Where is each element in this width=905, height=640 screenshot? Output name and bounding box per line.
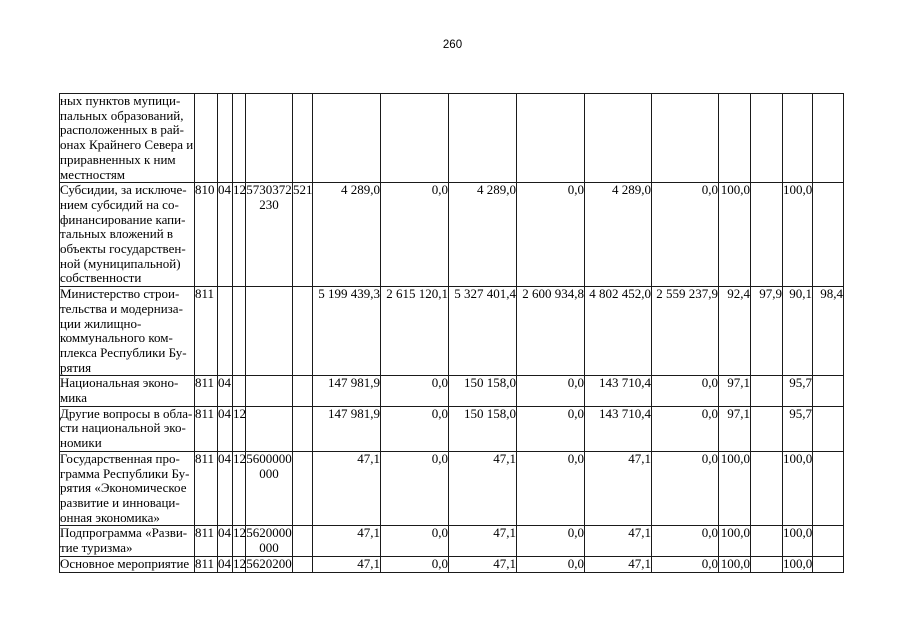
amount-cell: 143 710,4 — [585, 406, 652, 451]
amount-cell — [313, 94, 381, 183]
percent-cell — [813, 376, 844, 406]
subsection-code-cell: 12 — [233, 183, 246, 287]
amount-cell: 47,1 — [585, 451, 652, 526]
percent-cell — [751, 526, 783, 556]
table-row — [60, 451, 844, 526]
subsection-code-cell: 12 — [233, 526, 246, 556]
row-name-cell: Подпрограмма «Разви- тие туризма» — [60, 526, 195, 556]
amount-cell — [449, 94, 517, 183]
amount-cell: 2 600 934,8 — [517, 287, 585, 376]
expense-type-cell — [293, 526, 313, 556]
section-code-cell: 04 — [218, 406, 233, 451]
percent-cell: 100,0 — [783, 183, 813, 287]
percent-cell: 97,1 — [719, 406, 751, 451]
percent-cell: 90,1 — [783, 287, 813, 376]
target-article-cell: 5600000 000 — [246, 451, 293, 526]
section-code-cell: 04 — [218, 451, 233, 526]
percent-cell: 92,4 — [719, 287, 751, 376]
section-code-cell: 04 — [218, 183, 233, 287]
percent-cell: 95,7 — [783, 376, 813, 406]
percent-cell — [719, 94, 751, 183]
expense-type-cell — [293, 287, 313, 376]
percent-cell: 95,7 — [783, 406, 813, 451]
percent-cell — [751, 556, 783, 572]
percent-cell: 98,4 — [813, 287, 844, 376]
section-code-cell — [218, 287, 233, 376]
amount-cell: 150 158,0 — [449, 376, 517, 406]
amount-cell: 4 289,0 — [313, 183, 381, 287]
expense-type-cell — [293, 406, 313, 451]
subsection-code-cell: 12 — [233, 406, 246, 451]
expense-type-cell — [293, 451, 313, 526]
ministry-code-cell: 811 — [195, 287, 218, 376]
percent-cell — [751, 183, 783, 287]
amount-cell: 0,0 — [652, 376, 719, 406]
amount-cell: 0,0 — [381, 376, 449, 406]
ministry-code-cell: 811 — [195, 526, 218, 556]
percent-cell — [751, 376, 783, 406]
percent-cell — [813, 526, 844, 556]
page-number: 260 — [442, 39, 463, 51]
row-name-cell: Министерство строи- тельства и модерниза- ции жилищно- коммунального ком- плекса Республики Бу- рятия — [60, 287, 195, 376]
row-name-cell: Основное мероприятие — [60, 556, 195, 572]
percent-cell: 100,0 — [719, 526, 751, 556]
percent-cell: 100,0 — [719, 556, 751, 572]
subsection-code-cell: 12 — [233, 555, 246, 571]
percent-cell: 97,1 — [719, 376, 751, 406]
row-name-cell: Национальная эконо- мика — [60, 376, 195, 406]
amount-cell: 2 559 237,9 — [652, 287, 719, 376]
budget-table — [59, 93, 844, 573]
target-article-cell — [246, 94, 293, 183]
percent-cell: 100,0 — [719, 183, 751, 287]
amount-cell: 0,0 — [381, 526, 449, 556]
subsection-code-cell — [233, 94, 246, 183]
percent-cell — [813, 94, 844, 183]
row-name-cell: Субсидии, за исключе- нием субсидий на со- финансирование капи- тальных вложений в объекты государствен- ной (муниципальной) собственности — [60, 183, 195, 287]
percent-cell — [813, 183, 844, 287]
amount-cell: 5 199 439,3 — [313, 287, 381, 376]
amount-cell — [381, 94, 449, 183]
row-name-cell: Государственная про- грамма Республики Бу- рятия «Экономическое развитие и инноваци- онная экономика» — [60, 451, 195, 526]
amount-cell: 0,0 — [381, 183, 449, 287]
amount-cell: 147 981,9 — [313, 376, 381, 406]
row-name-cell: Другие вопросы в обла- сти национальной эко- номики — [60, 406, 195, 451]
ministry-code-cell: 811 — [195, 376, 218, 406]
amount-cell: 47,1 — [313, 556, 381, 572]
amount-cell: 47,1 — [313, 526, 381, 556]
subsection-code-cell — [233, 376, 246, 406]
ministry-code-cell: 810 — [195, 183, 218, 287]
amount-cell: 0,0 — [652, 183, 719, 287]
ministry-code-cell: 811 — [195, 556, 218, 572]
target-article-cell: 5730372 230 — [246, 183, 293, 287]
ministry-code-cell: 811 — [195, 406, 218, 451]
section-code-cell: 04 — [218, 555, 231, 571]
table-row — [60, 526, 844, 556]
amount-cell: 0,0 — [517, 556, 585, 572]
amount-cell: 47,1 — [449, 526, 517, 556]
expense-type-cell — [293, 556, 313, 572]
table-row — [60, 183, 844, 287]
row-name-cell: ных пунктов мупици- пальных образований, расположенных в рай- онах Крайнего Севера и приравненных к ним местностям — [60, 93, 194, 182]
amount-cell: 4 289,0 — [585, 183, 652, 287]
table-row — [60, 556, 844, 572]
target-article-cell — [246, 376, 293, 406]
amount-cell: 47,1 — [449, 451, 517, 526]
ministry-code-cell: 811 — [195, 451, 218, 526]
subsection-code-cell: 12 — [233, 451, 246, 526]
table-row — [60, 287, 844, 376]
amount-cell: 0,0 — [517, 183, 585, 287]
percent-cell — [751, 94, 783, 183]
amount-cell: 147 981,9 — [313, 406, 381, 451]
percent-cell: 97,9 — [751, 287, 783, 376]
table-row — [60, 406, 844, 451]
percent-cell — [751, 451, 783, 526]
table-row — [60, 376, 844, 406]
amount-cell: 2 615 120,1 — [381, 287, 449, 376]
section-code-cell: 04 — [218, 376, 233, 406]
expense-type-cell — [293, 376, 313, 406]
amount-cell: 47,1 — [585, 526, 652, 556]
section-code-cell — [218, 94, 233, 183]
amount-cell — [517, 94, 585, 183]
amount-cell: 0,0 — [652, 451, 719, 526]
amount-cell: 0,0 — [381, 406, 449, 451]
amount-cell: 0,0 — [517, 376, 585, 406]
target-article-cell: 5620200 — [246, 555, 292, 571]
amount-cell: 47,1 — [585, 556, 652, 572]
percent-cell — [751, 406, 783, 451]
amount-cell: 0,0 — [652, 526, 719, 556]
expense-type-cell — [293, 94, 313, 183]
amount-cell: 0,0 — [517, 406, 585, 451]
section-code-cell: 04 — [218, 526, 233, 556]
target-article-cell: 5620000 000 — [246, 525, 292, 556]
amount-cell: 0,0 — [652, 406, 719, 451]
percent-cell: 100,0 — [719, 451, 751, 526]
amount-cell: 4 289,0 — [449, 183, 517, 287]
percent-cell — [783, 94, 813, 183]
amount-cell: 143 710,4 — [585, 376, 652, 406]
percent-cell: 100,0 — [783, 526, 813, 556]
percent-cell: 100,0 — [783, 451, 813, 526]
subsection-code-cell — [233, 287, 246, 376]
amount-cell: 0,0 — [381, 451, 449, 526]
expense-type-cell: 521 — [293, 183, 313, 287]
target-article-cell — [246, 406, 293, 451]
percent-cell: 100,0 — [783, 555, 813, 571]
target-article-cell — [246, 287, 293, 376]
amount-cell: 5 327 401,4 — [449, 287, 517, 376]
amount-cell: 0,0 — [381, 556, 449, 572]
amount-cell: 0,0 — [517, 451, 585, 526]
amount-cell: 150 158,0 — [449, 406, 517, 451]
amount-cell: 0,0 — [517, 526, 585, 556]
ministry-code-cell — [195, 94, 218, 183]
amount-cell: 47,1 — [313, 451, 381, 526]
amount-cell — [585, 94, 652, 183]
amount-cell: 0,0 — [652, 556, 719, 572]
amount-cell: 47,1 — [449, 556, 517, 572]
table-row — [60, 94, 844, 183]
percent-cell — [813, 556, 844, 572]
percent-cell — [813, 406, 844, 451]
percent-cell — [813, 451, 844, 526]
amount-cell — [652, 94, 719, 183]
amount-cell: 4 802 452,0 — [585, 287, 652, 376]
